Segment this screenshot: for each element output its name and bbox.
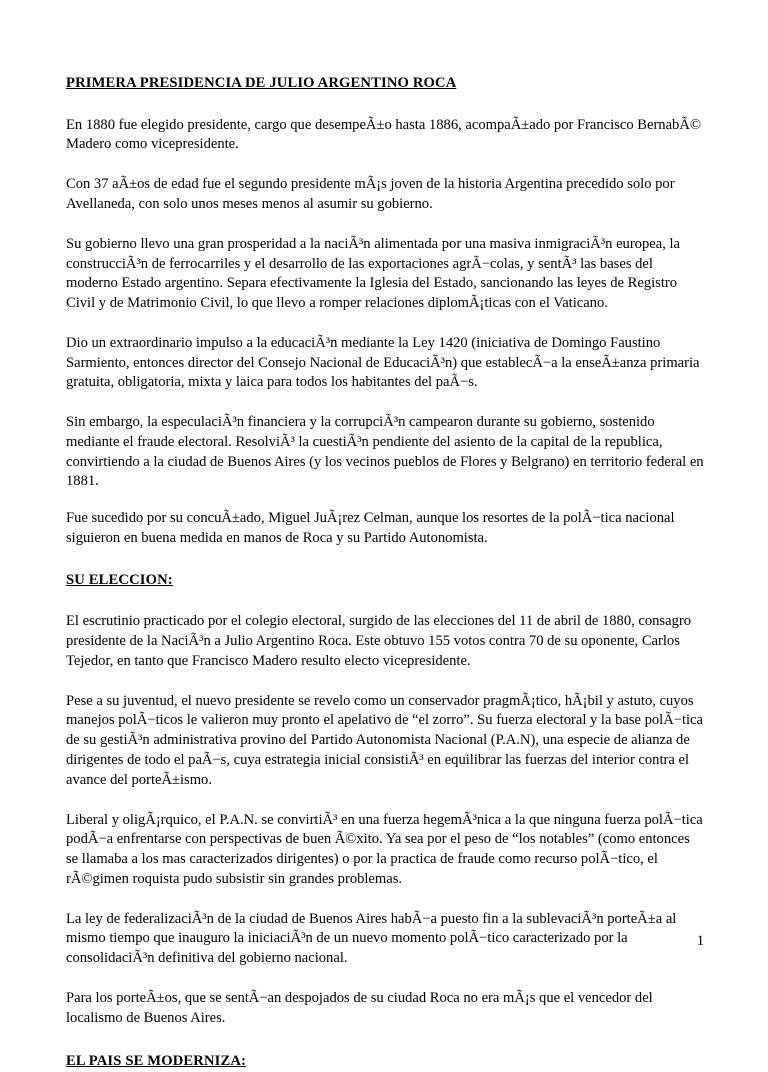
document-body bbox=[66, 74, 704, 1072]
paragraph-education-law-1420: Dio un extraordinario impulso a la educaciÃ³n mediante la Ley 1420 (iniciativa de Domingo Faustino Sarmiento, entonces director del Consejo Nacional de EducaciÃ³n) que establecÃ−a la enseÃ±anza primaria gratuita, obligatoria, mixta y laica para todos los habitantes del paÃ−s. bbox=[66, 334, 700, 391]
paragraph-intro-presidency: En 1880 fue elegido presidente, cargo que desempeÃ±o hasta 1886, acompaÃ±ado por Francisco BernabÃ© Madero como vicepresidente. bbox=[66, 116, 701, 153]
paragraph-liberal-oligarchic-pan: Liberal y oligÃ¡rquico, el P.A.N. se convirtiÃ³ en una fuerza hegemÃ³nica a la que ninguna fuerza polÃ−tica podÃ−a enfrentarse con perspectivas de buen Ã©xito. Ya sea por el peso de “los notables” (como entonces se llamaba a los mas caracterizados dirigentes) o por la practica de fraude como recurso polÃ−tico, el rÃ©gimen roquista pudo subsistir sin grandes problemas. bbox=[66, 811, 703, 887]
spacer bbox=[66, 791, 704, 811]
paragraph-prosperity-immigration: Su gobierno llevo una gran prosperidad a la naciÃ³n alimentada por una masiva inmigraciÃ³n europea, la construcciÃ³n de ferrocarriles y el desarrollo de las exportaciones agrÃ−colas, y sentÃ³ las bases del moderno Estado argentino. Separa efectivamente la Iglesia del Estado, sancionando las leyes de Registro Civil y de Matrimonio Civil, lo que llevo a romper relaciones diplomÃ¡ticas con el Vaticano. bbox=[66, 235, 680, 312]
paragraph-el-zorro-pan: Pese a su juventud, el nuevo presidente se revelo como un conservador pragmÃ¡tico, hÃ¡bil y astuto, cuyos manejos polÃ−ticos le valieron muy pronto el apelativo de “el zorro”. Su fuerza electoral y la base polÃ−tica de su gestiÃ³n administrativa provino del Partido Autonomista Nacional (P.A.N), una especie de alianza de dirigentes de todo el paÃ−s, cuya estrategia inicial consistiÃ³ en equilibrar las fuerzas del interior contra el avance del porteÃ±ismo. bbox=[66, 692, 703, 788]
section-heading-el-pais-se-moderniza: EL PAIS SE MODERNIZA: bbox=[66, 1053, 247, 1070]
paragraph-portenos-reaction: Para los porteÃ±os, que se sentÃ−an despojados de su ciudad Roca no era mÃ¡s que el vencedor del localismo de Buenos Aires. bbox=[66, 989, 653, 1026]
spacer bbox=[66, 215, 704, 235]
spacer bbox=[66, 393, 704, 413]
section-heading-su-eleccion: SU ELECCION: bbox=[66, 571, 173, 588]
spacer bbox=[66, 492, 704, 509]
paragraph-succession-juarez-celman: Fue sucedido por su concuÃ±ado, Miguel JuÃ¡rez Celman, aunque los resortes de la polÃ−tica nacional siguieron en buena medida en manos de Roca y su Partido Autonomista. bbox=[66, 510, 675, 546]
page-number: 1 bbox=[696, 933, 704, 949]
spacer bbox=[66, 314, 704, 334]
page-title: PRIMERA PRESIDENCIA DE JULIO ARGENTINO ROCA bbox=[66, 75, 457, 91]
spacer bbox=[66, 590, 704, 612]
paragraph-federalization-law: La ley de federalizaciÃ³n de la ciudad de Buenos Aires habÃ−a puesto fin a la sublevaciÃ³n porteÃ±a al mismo tiempo que inauguro la iniciaciÃ³n de un nuevo momento polÃ−tico caracterizado por la consolidaciÃ³n definitiva del gobierno nacional. bbox=[66, 910, 677, 967]
paragraph-age-youngest-president: Con 37 aÃ±os de edad fue el segundo presidente mÃ¡s joven de la historia Argentina precedido solo por Avellaneda, con solo unos meses menos al asumir su gobierno. bbox=[66, 176, 675, 212]
spacer bbox=[66, 155, 704, 175]
spacer bbox=[66, 672, 704, 692]
spacer bbox=[66, 969, 704, 989]
paragraph-speculation-corruption: Sin embargo, la especulaciÃ³n financiera y la corrupciÃ³n campearon durante su gobierno, sostenido mediante el fraude electoral. ResolviÃ³ la cuestiÃ³n pendiente del asiento de la capital de la republica, convirtiendo a la ciudad de Buenos Aires (y los vecinos pueblos de Flores y Belgrano) en territorio federal en 1881. bbox=[66, 414, 704, 490]
spacer bbox=[66, 549, 704, 571]
spacer bbox=[66, 890, 704, 910]
spacer bbox=[66, 94, 704, 116]
spacer bbox=[66, 1028, 704, 1052]
paragraph-electoral-college-results: El escrutinio practicado por el colegio electoral, surgido de las elecciones del 11 de abril de 1880, consagro presidente de la NaciÃ³n a Julio Argentino Roca. Este obtuvo 155 votos contra 70 de su oponente, Carlos Tejedor, en tanto que Francisco Madero resulto electo vicepresidente. bbox=[66, 613, 691, 669]
